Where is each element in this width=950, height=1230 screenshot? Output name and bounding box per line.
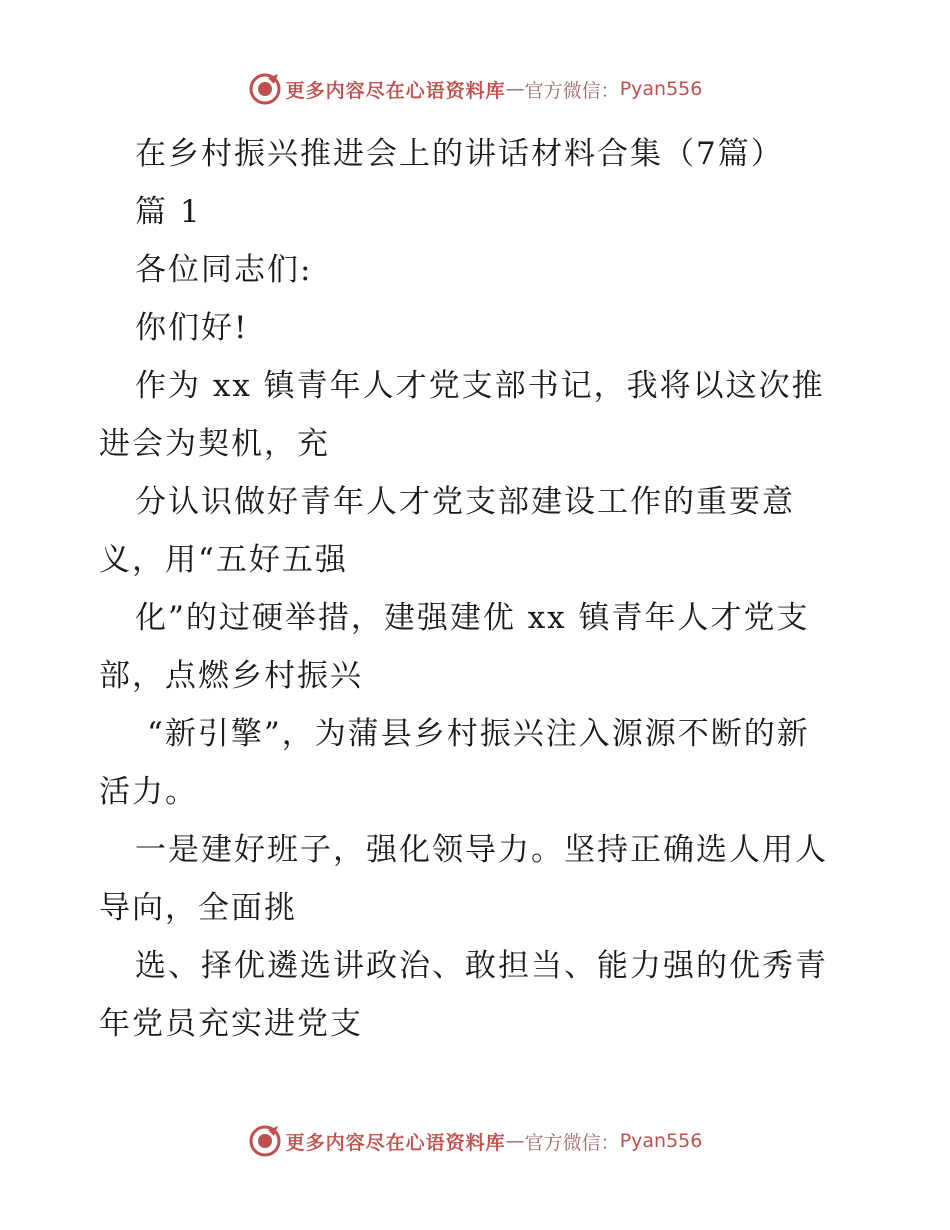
paragraph-line: 义，用“五好五强 bbox=[99, 542, 348, 578]
footer-watermark bbox=[0, 1124, 950, 1158]
paragraph-line: 一是建好班子，强化领导力。坚持正确选人用人 bbox=[135, 832, 828, 868]
paragraph-line: 活力。 bbox=[99, 774, 198, 810]
paragraph-line: 选、择优遴选讲政治、敢担当、能力强的优秀青 bbox=[135, 948, 828, 984]
watermark-suffix: 官方微信： bbox=[524, 1131, 620, 1154]
watermark-brand: 更多内容尽在心语资料库 bbox=[285, 79, 506, 102]
watermark-wechat-id: Pyan556 bbox=[619, 1130, 703, 1152]
document-title: 在乡村振兴推进会上的讲话材料合集（7篇） bbox=[135, 136, 784, 172]
paragraph-line: 部，点燃乡村振兴 bbox=[99, 658, 363, 694]
watermark-dash: — bbox=[505, 78, 525, 100]
paragraph-line: 分认识做好青年人才党支部建设工作的重要意 bbox=[135, 484, 795, 520]
document-body bbox=[99, 125, 859, 1053]
paragraph-line: “新引擎”，为蒲县乡村振兴注入源源不断的新 bbox=[147, 716, 810, 752]
paragraph-line: 化”的过硬举措，建强建优 xx 镇青年人才党支 bbox=[135, 600, 810, 636]
salutation: 各位同志们: bbox=[135, 252, 313, 288]
watermark-logo-icon bbox=[248, 72, 282, 106]
watermark-dash: — bbox=[505, 1130, 525, 1152]
header-watermark bbox=[0, 72, 950, 106]
watermark-suffix: 官方微信： bbox=[524, 79, 620, 102]
greeting: 你们好! bbox=[135, 310, 249, 346]
watermark-wechat-id: Pyan556 bbox=[619, 78, 703, 100]
paragraph-line: 进会为契机，充 bbox=[99, 426, 330, 462]
section-heading: 篇 1 bbox=[135, 194, 202, 230]
paragraph-line: 作为 xx 镇青年人才党支部书记，我将以这次推 bbox=[135, 368, 825, 404]
watermark-logo-icon bbox=[248, 1124, 282, 1158]
paragraph-line: 导向，全面挑 bbox=[99, 890, 297, 926]
paragraph-line: 年党员充实进党支 bbox=[99, 1006, 363, 1042]
watermark-brand: 更多内容尽在心语资料库 bbox=[285, 1131, 506, 1154]
